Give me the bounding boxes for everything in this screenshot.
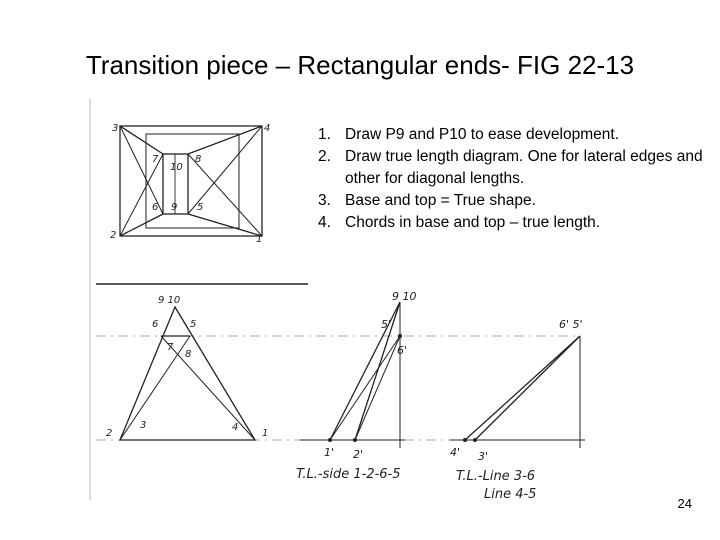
true-length-line bbox=[355, 302, 400, 440]
slide-title: Transition piece – Rectangular ends- FIG 22-13 bbox=[85, 50, 635, 80]
front-view-diagonal-line bbox=[161, 336, 255, 440]
true-length-line bbox=[465, 336, 580, 440]
true-length-line bbox=[475, 336, 580, 440]
top-view-diagonal-line bbox=[188, 154, 262, 236]
point-marker bbox=[353, 438, 357, 442]
point-label: 7 bbox=[152, 154, 159, 165]
true-length-line bbox=[330, 336, 400, 440]
point-label: 3 bbox=[140, 420, 147, 431]
step-text: Base and top = True shape. bbox=[345, 192, 536, 209]
step-number: 4. bbox=[318, 214, 331, 231]
point-label: 6' bbox=[397, 344, 408, 357]
true-length-line bbox=[355, 336, 400, 440]
step-number: 2. bbox=[318, 148, 331, 165]
step-text: Draw P9 and P10 to ease development. bbox=[345, 126, 620, 143]
point-label: 5 bbox=[197, 202, 204, 213]
top-view-diagonal-line bbox=[120, 126, 163, 214]
point-label: 2 bbox=[110, 230, 117, 241]
top-view-diagonal-line bbox=[120, 154, 163, 236]
point-label: 3 bbox=[112, 123, 119, 134]
true-length-diagonal-diagram bbox=[450, 336, 585, 448]
point-label: 6 bbox=[152, 319, 159, 330]
point-label: 6' 5' bbox=[559, 318, 583, 331]
point-label: 4 bbox=[232, 422, 239, 433]
point-marker bbox=[398, 334, 402, 338]
point-marker bbox=[473, 438, 477, 442]
true-length-side-caption: T.L.-side 1-2-6-5 bbox=[296, 467, 401, 482]
point-label: 1 bbox=[262, 428, 269, 439]
point-label: 4' bbox=[450, 446, 461, 459]
front-view-diagonal-line bbox=[120, 336, 190, 440]
point-label: 9 bbox=[171, 202, 178, 213]
point-label: 1 bbox=[256, 234, 263, 245]
true-length-diagonal-caption: Line 4-5 bbox=[484, 487, 537, 502]
top-view-inner-rectangle bbox=[146, 134, 239, 228]
top-view-edge-line bbox=[188, 214, 262, 236]
point-label: 2 bbox=[106, 428, 113, 439]
point-label: 4 bbox=[264, 123, 271, 134]
step-number: 1. bbox=[318, 126, 331, 143]
top-view bbox=[120, 126, 262, 236]
point-label: 2' bbox=[353, 448, 364, 461]
point-label: 6 bbox=[152, 202, 159, 213]
point-label: 5' bbox=[381, 318, 392, 331]
step-text: Draw true length diagram. One for lateral edges and other for diagonal lengths. bbox=[345, 148, 703, 187]
point-label: 10 bbox=[170, 162, 183, 173]
point-label: 7 bbox=[167, 342, 174, 353]
point-label: 8 bbox=[185, 349, 192, 360]
point-label: 9 10 bbox=[392, 290, 417, 303]
point-label: 1' bbox=[324, 446, 335, 459]
point-label: 9 10 bbox=[158, 295, 181, 306]
top-view-diagonal-line bbox=[188, 126, 262, 214]
true-length-diagonal-caption: T.L.-Line 3-6 bbox=[456, 469, 536, 484]
top-view-edge-line bbox=[120, 214, 163, 236]
point-label: 8 bbox=[195, 154, 202, 165]
point-label: 3' bbox=[478, 450, 489, 463]
top-view-outer-rectangle bbox=[120, 126, 262, 236]
top-view-edge-line bbox=[188, 126, 262, 154]
point-marker bbox=[328, 438, 332, 442]
point-label: 5 bbox=[190, 319, 197, 330]
step-number: 3. bbox=[318, 192, 331, 209]
step-text: Chords in base and top – true length. bbox=[345, 214, 601, 231]
point-marker bbox=[463, 438, 467, 442]
page-number: 24 bbox=[677, 496, 692, 511]
